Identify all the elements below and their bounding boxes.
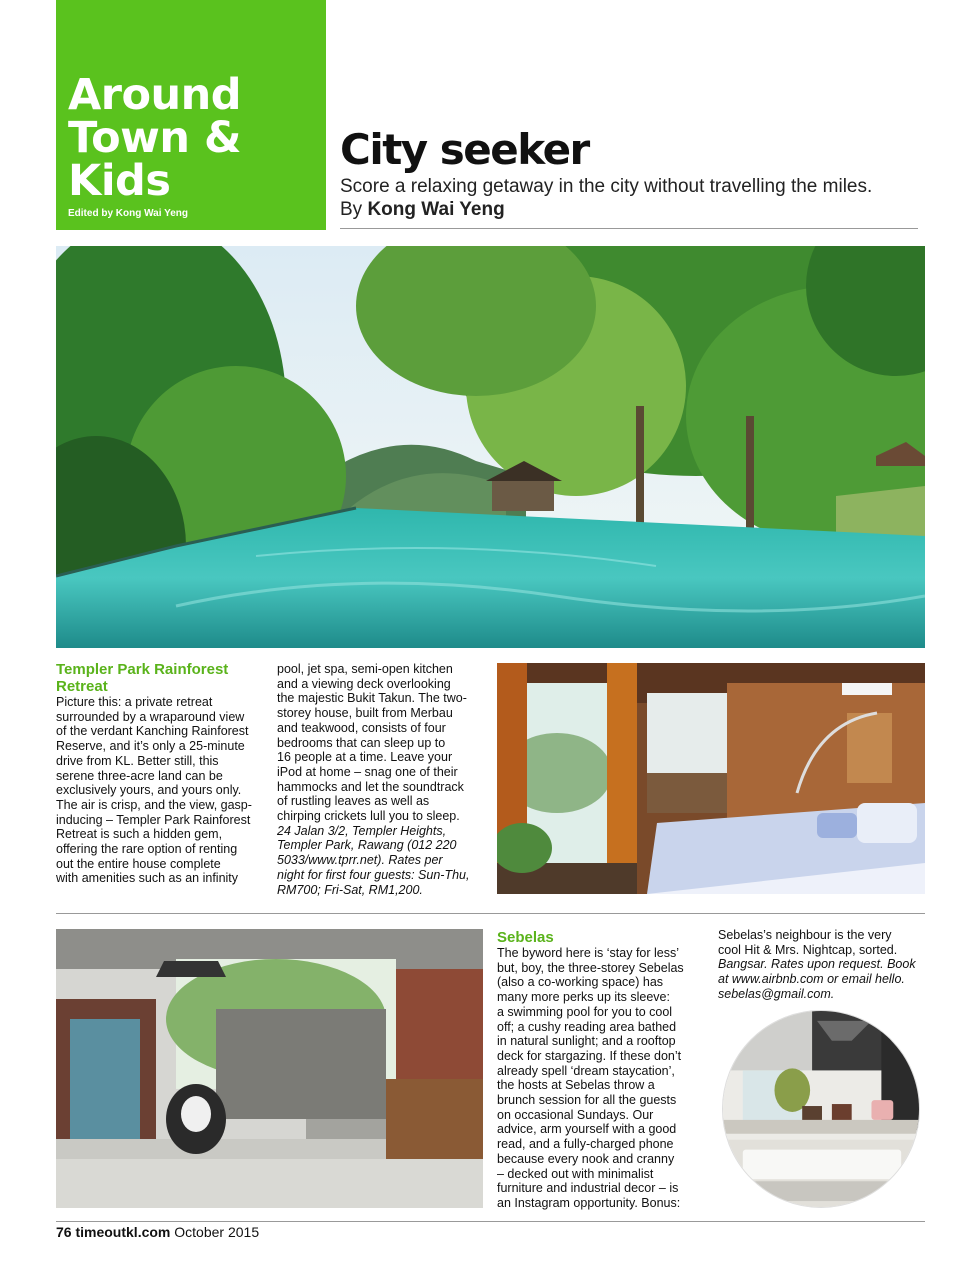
byline: By Kong Wai Yeng [340,199,505,220]
article-standfirst: Score a relaxing getaway in the city without travelling the miles. By Kong Wai Yeng [340,175,930,221]
sebelas-column-1: Sebelas The byword here is ‘stay for less’ but, boy, the three-storey Sebelas (also a co-working space) has many more perks up its sleeve: a swimming pool for you to cool off; a cushy reading area bathed in natural sunlight; and a rooftop deck for stargazing. If these don’t already spell ‘dream staycation’, the hosts at Sebelas throw a brunch session for all the guests on occasional Sundays. Our advice, arm yourself with a good read, and a fully-charged phone because every nook and cranny – decked out with minimalist furniture and industrial decor – is an Instagram opportunity. Bonus: [497,929,711,1211]
sebelas-heading: Sebelas [497,929,554,946]
courtyard-photo [56,929,483,1208]
sebelas-info: Bangsar. Rates upon request. Book at www.airbnb.com or email hello. sebelas@gmail.com. [718,957,916,1001]
templer-column-2: pool, jet spa, semi-open kitchen and a viewing deck overlooking the majestic Bukit Takun. The two- storey house, built from Merbau and teakwood, consists of four bedrooms that can sleep up to 16 people at a time. Leave your iPod at home – snag one of their hammocks and let the soundtrack of rustling leaves as well as chirping crickets lull you to sleep. 24 Jalan 3/2, Templer Heights, Templer Park, Rawang (012 220 5033/www.tprr.net). Rates per night for first four guests: Sun-Thu, RM700; Fri-Sat, RM1,200. [277,662,489,897]
sebelas-interior-photo [722,1010,920,1208]
sebelas-column-2: Sebelas’s neighbour is the very cool Hit & Mrs. Nightcap, sorted. Bangsar. Rates upon request. Book at www.airbnb.com or email hello. sebelas@gmail.com. [718,928,928,1002]
section-editor: Edited by Kong Wai Yeng [68,208,189,219]
templer-column-1: Templer Park Rainforest Retreat Picture this: a private retreat surrounded by a wraparound view of the verdant Kanching Rainforest Reserve, and it’s only a 25-minute drive from KL. Better still, this serene three-acre land can be exclusively yours, and yours only. The air is crisp, and the view, gasp- inducing – Templer Park Rainforest Retreat is such a hidden gem, offering the rare option of renting out the entire house complete with amenities such as an infinity [56,661,266,886]
templer-info: 24 Jalan 3/2, Templer Heights, Templer Park, Rawang (012 220 5033/www.tprr.net). Rates per night for first four guests: Sun-Thu, RM700; Fri-Sat, RM1,200. [277,823,470,897]
section-header [56,0,326,230]
section-divider [56,913,925,914]
article-headline: City seeker [340,125,589,174]
templer-heading: Templer Park Rainforest Retreat [56,661,229,695]
header-rule [340,228,918,229]
footer-issue: October 2015 [174,1224,260,1240]
page-footer [56,1224,259,1240]
hero-pool-photo [56,246,925,648]
page-number: 76 [56,1224,72,1240]
footer-site: timeoutkl.com [75,1224,171,1240]
section-title: Around Town & Kids [68,70,242,206]
footer-rule [56,1221,925,1222]
bedroom-photo [497,663,925,894]
